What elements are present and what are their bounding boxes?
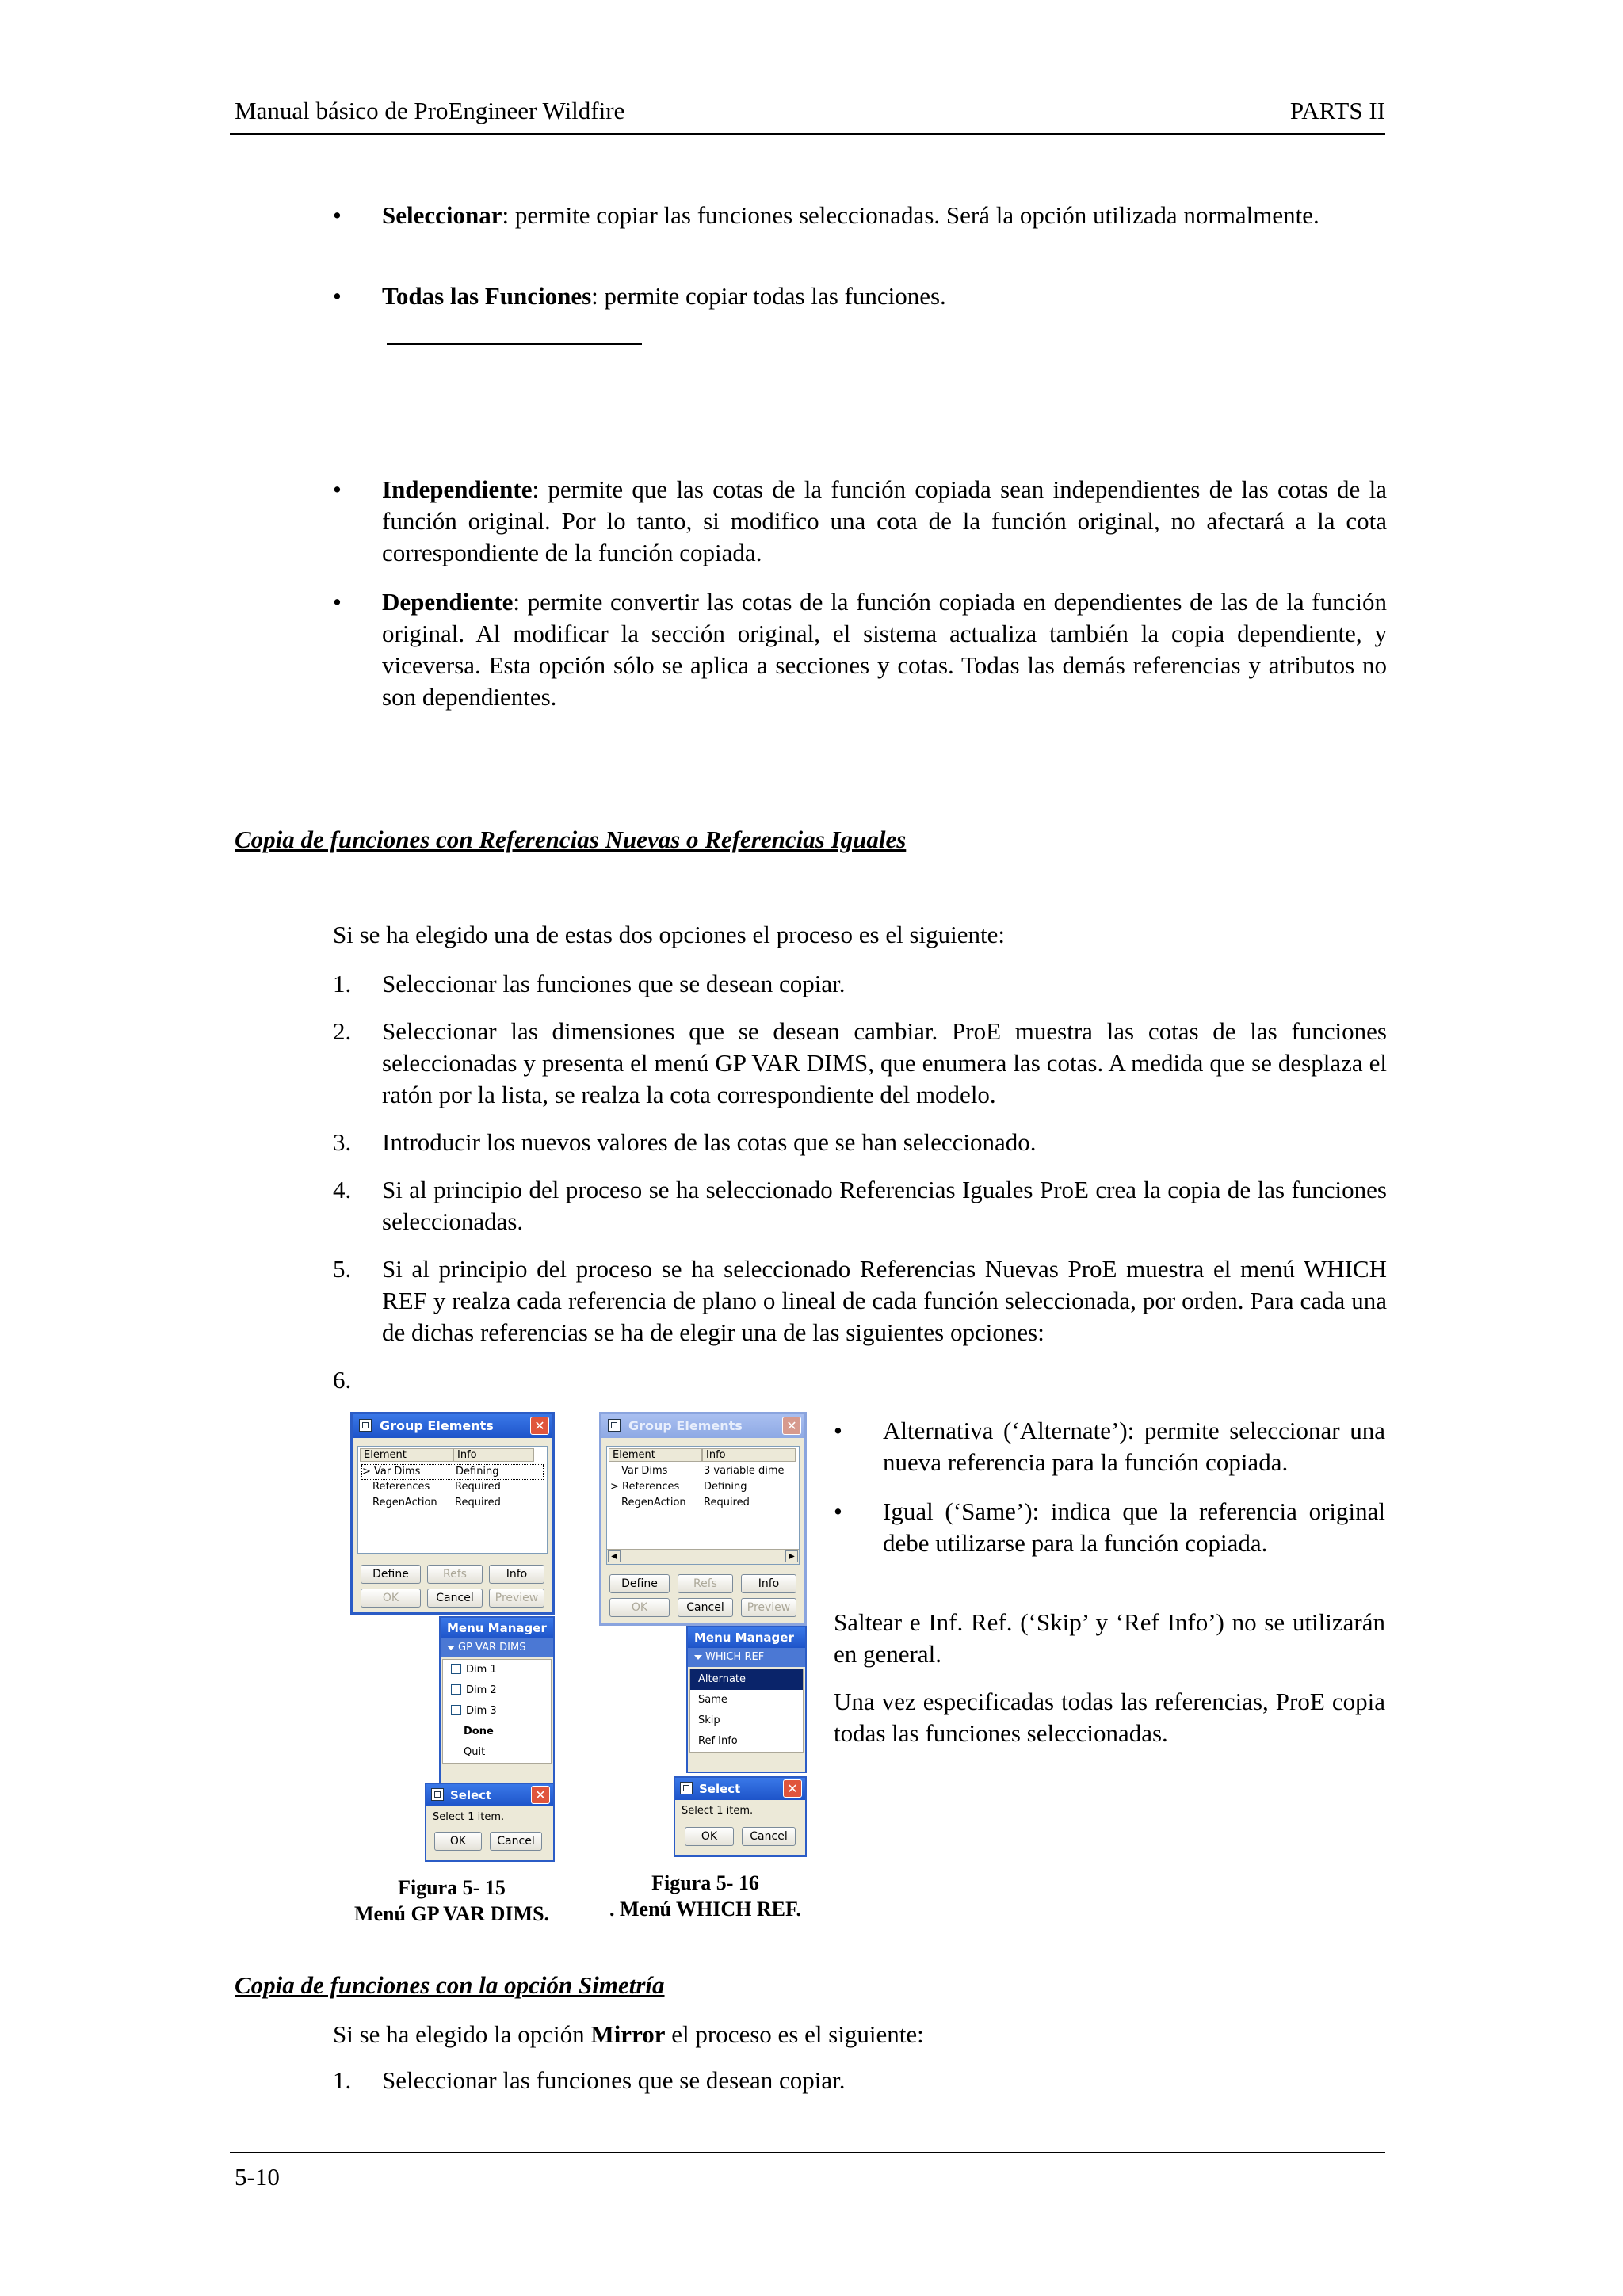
bullet-icon: • bbox=[834, 1417, 842, 1444]
window-title: Select bbox=[450, 1788, 492, 1802]
step-item bbox=[333, 1364, 1387, 1396]
list-row[interactable] bbox=[621, 1496, 796, 1510]
bullet-text: : permite copiar todas las funciones. bbox=[591, 282, 946, 310]
group-elements-window bbox=[599, 1412, 807, 1626]
cancel-button[interactable]: Cancel bbox=[678, 1598, 733, 1617]
window-titlebar bbox=[675, 1778, 805, 1800]
bullet-icon: • bbox=[333, 201, 342, 229]
close-icon[interactable]: ✕ bbox=[530, 1417, 549, 1435]
column-header-info[interactable]: Info bbox=[453, 1448, 534, 1462]
row-info: 3 variable dime bbox=[704, 1465, 785, 1477]
menu-item-quit[interactable]: Quit bbox=[464, 1746, 486, 1758]
list-row[interactable] bbox=[621, 1464, 796, 1478]
side-bullet-alternate bbox=[834, 1415, 1385, 1478]
menu-item-label: Dim 3 bbox=[466, 1705, 497, 1717]
step-item bbox=[333, 1174, 1387, 1238]
step-number: 1. bbox=[333, 2066, 352, 2094]
bullet-text: : permite que las cotas de la función copiada sean independientes de las cotas de la función original. Por lo tanto, si modifico una cota de la función original, no afectará a la cota correspondiente de la función copiada. bbox=[382, 475, 1387, 566]
group-elements-window bbox=[350, 1412, 555, 1615]
step-number: 3. bbox=[333, 1128, 352, 1156]
menu-item-label: Dim 2 bbox=[466, 1684, 497, 1696]
bullet-text: : permite convertir las cotas de la función copiada en dependientes de las de la función original. Al modificar la sección original, el sistema actualiza también la copia dependiente, y viceversa. Esta opción sólo se aplica a secciones y cotas. Todas las demás referencias y atributos no son dependientes. bbox=[382, 588, 1387, 711]
column-header-element[interactable]: Element bbox=[609, 1448, 702, 1462]
intro-text: Si se ha elegido la opción bbox=[333, 2020, 591, 2048]
bullet-independiente bbox=[333, 474, 1387, 572]
list-row[interactable] bbox=[372, 1480, 539, 1494]
preview-button[interactable]: Preview bbox=[489, 1589, 544, 1608]
row-element: References bbox=[372, 1481, 430, 1493]
select-prompt: Select 1 item. bbox=[433, 1811, 505, 1823]
menu-item-ref-info[interactable]: Ref Info bbox=[698, 1735, 738, 1747]
bullet-icon: • bbox=[333, 282, 342, 310]
section-intro: Si se ha elegido una de estas dos opciones el proceso es el siguiente: bbox=[333, 921, 1005, 948]
menu-item-alternate[interactable]: Alternate bbox=[690, 1669, 803, 1690]
side-paragraph: Saltear e Inf. Ref. (‘Skip’ y ‘Ref Info’) no se utilizarán en general. bbox=[834, 1608, 1385, 1668]
bullet-term: Todas las Funciones bbox=[382, 282, 592, 310]
separator-line bbox=[387, 343, 642, 345]
elements-list[interactable] bbox=[606, 1446, 800, 1565]
bullet-term: Dependiente bbox=[382, 588, 514, 616]
window-titlebar bbox=[441, 1618, 553, 1638]
bullet-dependiente bbox=[333, 586, 1387, 716]
window-title: Group Elements bbox=[380, 1418, 494, 1433]
row-info: Required bbox=[455, 1481, 501, 1493]
window-titlebar bbox=[688, 1627, 805, 1648]
figure-caption-16 bbox=[586, 1870, 824, 1922]
bullet-text: : permite copiar las funciones seleccionadas. Será la opción utilizada normalmente. bbox=[502, 201, 1319, 229]
step-text: Si al principio del proceso se ha seleccionado Referencias Iguales ProE crea la copia de las funciones seleccionadas. bbox=[382, 1176, 1387, 1235]
menu-item-dim1[interactable] bbox=[443, 1660, 551, 1680]
window-titlebar bbox=[601, 1414, 804, 1438]
ok-button[interactable]: OK bbox=[434, 1832, 482, 1851]
bullet-icon: • bbox=[333, 475, 342, 503]
close-icon[interactable]: ✕ bbox=[531, 1786, 550, 1804]
cancel-button[interactable]: Cancel bbox=[427, 1589, 483, 1608]
bullet-term: Independiente bbox=[382, 475, 533, 503]
section-title: Copia de funciones con la opción Simetría bbox=[235, 1971, 665, 1999]
preview-button[interactable]: Preview bbox=[741, 1598, 796, 1617]
intro-keyword: Mirror bbox=[590, 2020, 666, 2048]
caption-line: . Menú WHICH REF. bbox=[609, 1897, 801, 1920]
window-icon bbox=[680, 1782, 693, 1794]
scroll-left-icon[interactable]: ◀ bbox=[608, 1550, 621, 1562]
footer-rule bbox=[230, 2152, 1385, 2153]
figure-caption-15 bbox=[333, 1875, 571, 1927]
step-item bbox=[333, 1253, 1387, 1348]
ok-button[interactable]: OK bbox=[685, 1827, 734, 1846]
info-button[interactable]: Info bbox=[489, 1565, 544, 1584]
step-item bbox=[333, 1016, 1387, 1111]
bullet-seleccionar bbox=[333, 200, 1387, 263]
menu-manager-window bbox=[439, 1616, 555, 1784]
select-window bbox=[674, 1776, 807, 1857]
menu-header[interactable]: WHICH REF bbox=[688, 1648, 805, 1667]
ok-button[interactable]: OK bbox=[361, 1589, 421, 1608]
checkbox-icon[interactable] bbox=[451, 1705, 461, 1715]
row-element: RegenAction bbox=[372, 1497, 437, 1508]
header-title: Manual básico de ProEngineer Wildfire bbox=[235, 97, 625, 124]
section-intro bbox=[333, 2019, 924, 2050]
menu-header[interactable]: GP VAR DIMS bbox=[441, 1638, 553, 1657]
menu-item-dim2[interactable] bbox=[443, 1680, 551, 1701]
list-row-selected[interactable] bbox=[610, 1480, 796, 1494]
row-element: > References bbox=[610, 1481, 680, 1493]
row-info: Defining bbox=[704, 1481, 747, 1493]
step-item bbox=[333, 968, 1387, 1000]
ok-button[interactable]: OK bbox=[609, 1598, 670, 1617]
define-button[interactable]: Define bbox=[609, 1574, 670, 1593]
window-title: Select bbox=[699, 1782, 741, 1796]
step-text: Introducir los nuevos valores de las cotas que se han seleccionado. bbox=[382, 1128, 1037, 1156]
step-number: 1. bbox=[333, 970, 352, 997]
bullet-term: Seleccionar bbox=[382, 201, 502, 229]
cancel-button[interactable]: Cancel bbox=[742, 1827, 796, 1846]
step-number: 6. bbox=[333, 1366, 352, 1394]
close-icon[interactable]: ✕ bbox=[783, 1779, 802, 1798]
select-prompt: Select 1 item. bbox=[682, 1805, 754, 1817]
row-info: Required bbox=[455, 1497, 501, 1508]
step-number: 4. bbox=[333, 1176, 352, 1203]
menu-item-skip[interactable]: Skip bbox=[698, 1714, 720, 1726]
menu-item-same[interactable]: Same bbox=[698, 1694, 727, 1706]
checkbox-icon[interactable] bbox=[451, 1664, 461, 1674]
menu-list bbox=[689, 1669, 804, 1753]
list-row-selected[interactable] bbox=[361, 1464, 544, 1480]
scroll-right-icon[interactable]: ▶ bbox=[785, 1550, 798, 1562]
elements-list[interactable] bbox=[357, 1446, 548, 1554]
row-element: Var Dims bbox=[621, 1465, 668, 1477]
row-element: > Var Dims bbox=[362, 1466, 421, 1478]
window-titlebar bbox=[353, 1414, 552, 1438]
menu-list bbox=[442, 1659, 552, 1764]
window-icon bbox=[431, 1788, 444, 1801]
caption-line: Menú GP VAR DIMS. bbox=[353, 1902, 550, 1925]
section-title: Copia de funciones con Referencias Nuevas o Referencias Iguales bbox=[235, 826, 907, 853]
header-rule bbox=[230, 133, 1385, 135]
bullet-text: Alternativa (‘Alternate’): permite seleccionar una nueva referencia para la función copiada. bbox=[883, 1417, 1385, 1476]
intro-text: el proceso es el siguiente: bbox=[665, 2020, 924, 2048]
page-number: 5-10 bbox=[235, 2163, 280, 2191]
checkbox-icon[interactable] bbox=[451, 1684, 461, 1695]
step-number: 2. bbox=[333, 1017, 352, 1045]
step-text: Seleccionar las funciones que se desean copiar. bbox=[382, 2066, 846, 2094]
row-element: RegenAction bbox=[621, 1497, 686, 1508]
menu-item-dim3[interactable] bbox=[443, 1701, 551, 1722]
menu-item-label: Dim 1 bbox=[466, 1664, 497, 1676]
cancel-button[interactable]: Cancel bbox=[490, 1832, 542, 1851]
define-button[interactable]: Define bbox=[361, 1565, 421, 1584]
menu-item-done[interactable]: Done bbox=[464, 1726, 494, 1737]
window-icon bbox=[608, 1419, 621, 1432]
select-window bbox=[425, 1783, 555, 1862]
step-text: Seleccionar las dimensiones que se desean cambiar. ProE muestra las cotas de las funciones seleccionadas y presenta el menú GP VAR DIMS, que enumera las cotas. A medida que se desplaza el ratón por la lista, se realza la cota correspondiente del modelo. bbox=[382, 1017, 1387, 1108]
bullet-icon: • bbox=[333, 588, 342, 616]
bullet-text: Igual (‘Same’): indica que la referencia original debe utilizarse para la función copiada. bbox=[883, 1497, 1385, 1557]
step-text: Si al principio del proceso se ha seleccionado Referencias Nuevas ProE muestra el menú WHICH REF y realza cada referencia de plano o lineal de cada función seleccionada, por orden. Para cada una de dichas referencias se ha de elegir una de las siguientes opciones: bbox=[382, 1255, 1387, 1346]
step-text: Seleccionar las funciones que se desean copiar. bbox=[382, 970, 846, 997]
window-icon bbox=[359, 1419, 372, 1432]
window-title: Menu Manager bbox=[694, 1630, 794, 1645]
row-info: Required bbox=[704, 1497, 750, 1508]
bullet-todas bbox=[333, 280, 1387, 312]
step-number: 5. bbox=[333, 1255, 352, 1283]
close-icon[interactable]: ✕ bbox=[782, 1417, 801, 1435]
info-button[interactable]: Info bbox=[741, 1574, 796, 1593]
window-title: Group Elements bbox=[628, 1418, 743, 1433]
side-bullet-same bbox=[834, 1496, 1385, 1591]
header-section: PARTS II bbox=[1289, 97, 1385, 124]
refs-button[interactable]: Refs bbox=[427, 1565, 483, 1584]
step-item bbox=[333, 2065, 1387, 2096]
horizontal-scrollbar[interactable] bbox=[607, 1549, 799, 1564]
menu-manager-window bbox=[686, 1626, 807, 1773]
column-header-info[interactable]: Info bbox=[702, 1448, 796, 1462]
side-paragraph: Una vez especificadas todas las referencias, ProE copia todas las funciones seleccionadas. bbox=[834, 1688, 1385, 1747]
list-row[interactable] bbox=[372, 1496, 539, 1510]
refs-button[interactable]: Refs bbox=[678, 1574, 733, 1593]
window-title: Menu Manager bbox=[447, 1621, 547, 1635]
step-item bbox=[333, 1127, 1387, 1158]
caption-line: Figura 5- 15 bbox=[398, 1876, 506, 1899]
row-info: Defining bbox=[456, 1466, 499, 1478]
column-header-element[interactable]: Element bbox=[360, 1448, 453, 1462]
window-titlebar bbox=[426, 1784, 553, 1806]
bullet-icon: • bbox=[834, 1497, 842, 1525]
caption-line: Figura 5- 16 bbox=[651, 1871, 759, 1894]
